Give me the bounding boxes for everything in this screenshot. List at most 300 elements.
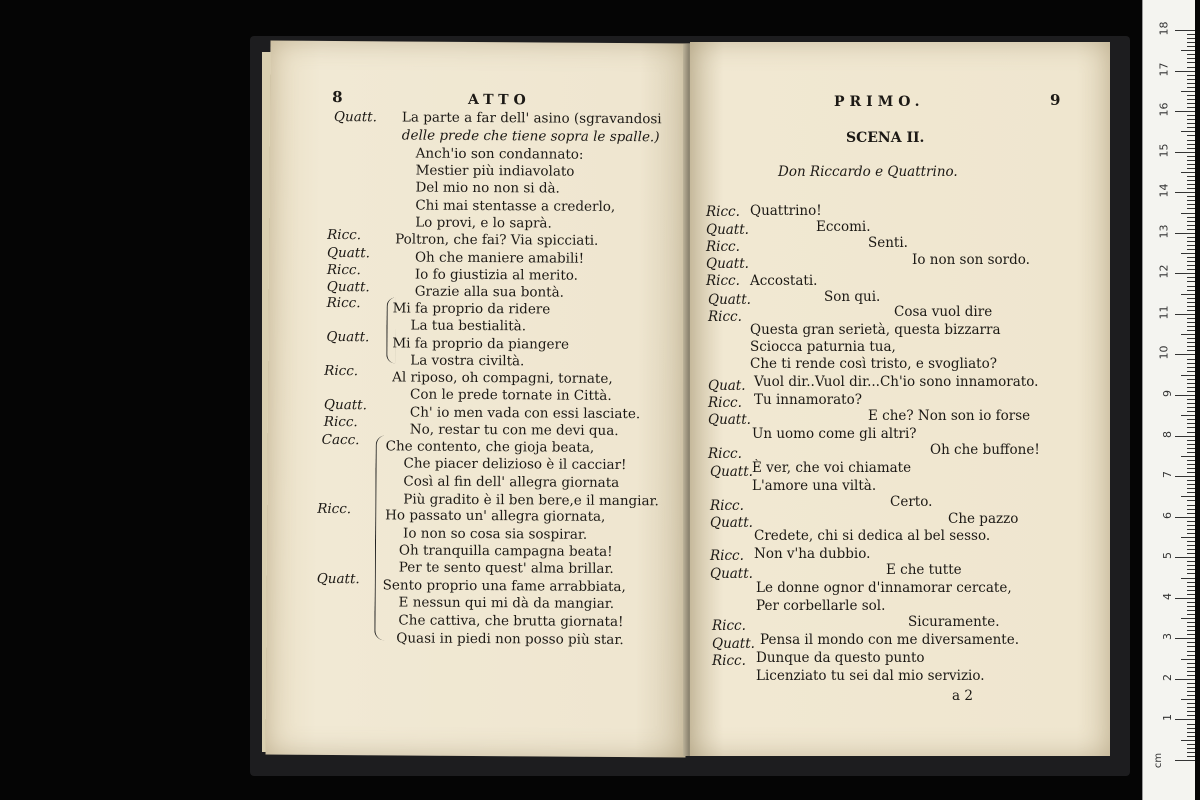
ruler-tick	[1187, 695, 1195, 696]
ruler-tick	[1187, 509, 1195, 510]
verse-line: Questa gran serietà, questa bizzarra	[750, 322, 1001, 338]
ruler-tick	[1187, 752, 1195, 753]
ruler-tick	[1187, 655, 1195, 656]
ruler-tick	[1187, 383, 1195, 384]
speaker: Ricc.	[326, 261, 361, 279]
ruler-tick	[1187, 387, 1195, 388]
ruler-number: 9	[1161, 390, 1174, 397]
ruler-number: 11	[1157, 305, 1171, 320]
ruler-tick	[1187, 217, 1195, 218]
verse-line: Poltron, che fai? Via spicciati.	[395, 231, 599, 249]
page-number: 9	[1050, 91, 1061, 109]
ruler-tick	[1187, 646, 1195, 647]
speaker: Ricc.	[326, 294, 361, 312]
ruler-tick	[1187, 651, 1195, 652]
ruler-number: 16	[1157, 102, 1171, 117]
ruler-tick	[1187, 62, 1195, 63]
verse-line: Io non son sordo.	[912, 252, 1030, 268]
verse-line: Sento proprio una fame arrabbiata,	[382, 577, 626, 596]
verse-line: Mestier più indiavolato	[415, 162, 575, 180]
ruler-tick	[1181, 740, 1195, 741]
ruler-tick	[1175, 273, 1195, 274]
ruler-number: 14	[1157, 183, 1171, 198]
ruler-tick	[1187, 667, 1195, 668]
ruler-tick	[1181, 253, 1195, 254]
ruler-tick	[1187, 322, 1195, 323]
speaker: Quatt.	[706, 222, 749, 238]
speaker: Ricc.	[710, 498, 744, 514]
scene-characters: Don Riccardo e Quattrino.	[778, 164, 958, 180]
verse-line: Io fo giustizia al merito.	[414, 266, 579, 284]
verse-line: Licenziato tu sei dal mio servizio.	[756, 668, 985, 684]
ruler-tick	[1187, 500, 1195, 501]
speaker: Ricc.	[712, 653, 746, 669]
ruler-tick	[1187, 756, 1195, 757]
ruler-tick	[1187, 330, 1195, 331]
ruler-tick	[1187, 533, 1195, 534]
ruler-tick	[1187, 245, 1195, 246]
ruler-tick	[1187, 225, 1195, 226]
ruler-tick	[1181, 456, 1195, 457]
ruler-number: 6	[1161, 511, 1174, 519]
verse-line: Vuol dir..Vuol dir...Ch'io sono innamorato.	[754, 374, 1039, 390]
ruler-number: 13	[1157, 224, 1171, 239]
ruler-tick	[1187, 403, 1195, 404]
speaker: Ricc.	[710, 548, 744, 564]
ruler-tick	[1187, 606, 1195, 607]
ruler-tick	[1187, 561, 1195, 562]
verse-line: Son qui.	[824, 289, 881, 305]
ruler-number: 2	[1161, 673, 1174, 681]
ruler-tick	[1187, 221, 1195, 222]
brace	[374, 435, 386, 640]
speaker: Quatt.	[710, 566, 753, 582]
speaker: Ricc.	[327, 226, 362, 244]
ruler-tick	[1187, 135, 1195, 136]
ruler-tick	[1187, 484, 1195, 485]
page-number: 8	[332, 87, 343, 107]
ruler-tick	[1187, 306, 1195, 307]
verse-line: Che cattiva, che brutta giornata!	[398, 612, 624, 631]
ruler-tick	[1181, 659, 1195, 660]
ruler-tick	[1187, 464, 1195, 465]
ruler-tick	[1187, 728, 1195, 729]
ruler-number: 1	[1161, 714, 1174, 722]
ruler-tick	[1187, 586, 1195, 587]
verse-line: Cosa vuol dire	[894, 304, 993, 320]
ruler-tick	[1181, 618, 1195, 619]
speaker: Quatt.	[710, 515, 753, 531]
ruler-tick	[1187, 140, 1195, 141]
verse-line: Eccomi.	[816, 219, 871, 235]
ruler-tick	[1187, 610, 1195, 611]
ruler-tick	[1187, 634, 1195, 635]
ruler-tick	[1187, 350, 1195, 351]
ruler-tick	[1187, 359, 1195, 360]
ruler-tick	[1187, 188, 1195, 189]
verse-line: Certo.	[890, 494, 933, 510]
ruler-tick	[1187, 249, 1195, 250]
verse-line: Che ti rende così tristo, e svogliato?	[750, 356, 997, 372]
verse-line: È ver, che voi chiamate	[752, 460, 912, 476]
ruler-tick	[1181, 537, 1195, 538]
ruler-tick	[1187, 630, 1195, 631]
ruler-tick	[1175, 517, 1195, 518]
ruler-tick	[1175, 30, 1195, 31]
ruler-tick	[1187, 525, 1195, 526]
ruler-tick	[1187, 184, 1195, 185]
verse-line: Mi fa proprio da piangere	[392, 335, 570, 353]
ruler-tick	[1187, 379, 1195, 380]
ruler-tick	[1187, 346, 1195, 347]
verse-line: Mi fa proprio da ridere	[392, 300, 551, 318]
ruler-tick	[1187, 342, 1195, 343]
ruler-unit: cm	[1153, 752, 1165, 769]
ruler-tick	[1187, 440, 1195, 441]
verse-line: E nessun qui mi dà da mangiar.	[398, 594, 615, 612]
verse-line: Ho passato un' allegra giornata,	[385, 507, 606, 525]
ruler-tick	[1187, 691, 1195, 692]
verse-line: Accostati.	[750, 273, 818, 289]
ruler-tick	[1175, 395, 1195, 396]
verse-line: Oh che buffone!	[930, 442, 1040, 458]
ruler-tick	[1175, 192, 1195, 193]
speaker: Ricc.	[712, 618, 746, 634]
ruler-number: 4	[1161, 592, 1174, 600]
ruler-tick	[1187, 492, 1195, 493]
ruler-tick	[1187, 715, 1195, 716]
ruler-tick	[1187, 164, 1195, 165]
speaker: Quatt.	[708, 292, 751, 308]
ruler-tick	[1187, 281, 1195, 282]
speaker: Ricc.	[317, 500, 352, 518]
ruler-tick	[1187, 448, 1195, 449]
ruler-tick	[1181, 375, 1195, 376]
ruler-tick	[1181, 213, 1195, 214]
verse-line: Così al fin dell' allegra giornata	[403, 473, 620, 491]
ruler-tick	[1175, 111, 1195, 112]
verse-line: Credete, chi si dedica al bel sesso.	[754, 528, 991, 544]
ruler-tick	[1181, 131, 1195, 132]
verse-line: Grazie alla sua bontà.	[414, 283, 565, 301]
ruler-tick	[1175, 638, 1195, 639]
verse-line: E che? Non son io forse	[868, 408, 1031, 424]
ruler-tick	[1187, 480, 1195, 481]
verse-line: La parte a far dell' asino (sgravandosi	[401, 109, 662, 128]
verse-line: Per te sento quest' alma brillar.	[398, 559, 614, 577]
ruler-tick	[1187, 411, 1195, 412]
ruler-tick	[1175, 314, 1195, 315]
ruler-tick	[1187, 318, 1195, 319]
ruler-tick	[1187, 683, 1195, 684]
ruler-tick	[1181, 334, 1195, 335]
verse-line: Oh che maniere amabili!	[414, 249, 585, 267]
ruler-tick	[1187, 160, 1195, 161]
ruler-tick	[1187, 724, 1195, 725]
ruler-tick	[1187, 261, 1195, 262]
ruler-tick	[1175, 233, 1195, 234]
ruler-tick	[1181, 496, 1195, 497]
ruler-tick	[1187, 472, 1195, 473]
scene-title: SCENA II.	[846, 130, 925, 146]
ruler-tick	[1187, 119, 1195, 120]
ruler-tick	[1181, 415, 1195, 416]
ruler-number: 3	[1161, 633, 1174, 641]
verse-line: Senti.	[868, 235, 908, 251]
speaker: Ricc.	[706, 273, 740, 289]
ruler-tick	[1187, 99, 1195, 100]
verse-line: Sicuramente.	[908, 614, 1000, 630]
ruler-tick	[1187, 42, 1195, 43]
ruler-tick	[1187, 286, 1195, 287]
ruler-tick	[1187, 468, 1195, 469]
ruler-tick	[1187, 310, 1195, 311]
ruler-tick	[1187, 703, 1195, 704]
verse-line: Le donne ognor d'innamorar cercate,	[756, 580, 1012, 596]
speaker: Quatt.	[326, 244, 371, 262]
ruler-tick	[1187, 419, 1195, 420]
ruler-tick	[1187, 711, 1195, 712]
verse-line: L'amore una viltà.	[752, 478, 877, 494]
speaker: Quatt.	[706, 256, 749, 272]
ruler-tick	[1187, 549, 1195, 550]
ruler-tick	[1187, 707, 1195, 708]
ruler-tick	[1187, 115, 1195, 116]
verse-line: Non v'ha dubbio.	[754, 546, 871, 562]
verse-line: Quattrino!	[750, 203, 822, 219]
ruler-tick	[1187, 298, 1195, 299]
ruler-tick	[1181, 578, 1195, 579]
speaker: Quatt.	[710, 464, 753, 480]
ruler-tick	[1187, 144, 1195, 145]
verse-line: Più gradito è il ben bere,e il mangiar.	[403, 491, 659, 510]
ruler-tick	[1187, 521, 1195, 522]
verse-line: Che piacer delizioso è il cacciar!	[403, 455, 627, 474]
ruler-tick	[1187, 391, 1195, 392]
ruler-tick	[1187, 460, 1195, 461]
ruler-tick	[1187, 229, 1195, 230]
ruler-tick	[1187, 614, 1195, 615]
ruler-tick	[1187, 38, 1195, 39]
measuring-ruler	[1142, 0, 1195, 800]
ruler-tick	[1187, 107, 1195, 108]
ruler-tick	[1187, 208, 1195, 209]
verse-line: E che tutte	[886, 562, 962, 578]
ruler-tick	[1187, 204, 1195, 205]
ruler-tick	[1187, 168, 1195, 169]
left-page	[266, 41, 691, 758]
ruler-tick	[1187, 573, 1195, 574]
ruler-tick	[1175, 557, 1195, 558]
ruler-tick	[1181, 50, 1195, 51]
ruler-tick	[1187, 156, 1195, 157]
ruler-tick	[1187, 338, 1195, 339]
verse-line: Lo provi, e lo saprà.	[415, 214, 552, 232]
verse-line: delle prede che tiene sopra le spalle.)	[401, 127, 660, 146]
ruler-tick	[1187, 95, 1195, 96]
right-page	[690, 42, 1110, 756]
ruler-tick	[1187, 622, 1195, 623]
speaker: Ricc.	[323, 413, 358, 431]
ruler-tick	[1187, 671, 1195, 672]
ruler-tick	[1187, 602, 1195, 603]
verse-line: La vostra civiltà.	[410, 352, 525, 370]
ruler-tick	[1187, 675, 1195, 676]
ruler-tick	[1187, 744, 1195, 745]
ruler-tick	[1187, 196, 1195, 197]
ruler-tick	[1187, 241, 1195, 242]
speaker: Quatt.	[333, 108, 377, 126]
ruler-tick	[1187, 687, 1195, 688]
ruler-tick	[1187, 34, 1195, 35]
ruler-tick	[1187, 513, 1195, 514]
verse-line: La tua bestialità.	[410, 317, 527, 335]
ruler-tick	[1187, 58, 1195, 59]
verse-line: No, restar tu con me devi qua.	[409, 421, 619, 439]
ruler-tick	[1187, 290, 1195, 291]
verse-line: Che pazzo	[948, 511, 1019, 527]
ruler-tick	[1187, 67, 1195, 68]
ruler-tick	[1187, 257, 1195, 258]
ruler-tick	[1187, 444, 1195, 445]
ruler-tick	[1187, 367, 1195, 368]
ruler-tick	[1175, 152, 1195, 153]
speaker: Ricc.	[708, 309, 742, 325]
signature-mark: a 2	[952, 688, 973, 704]
speaker: Quat.	[708, 378, 746, 394]
ruler-tick	[1187, 302, 1195, 303]
ruler-tick	[1187, 87, 1195, 88]
running-header: ATTO	[468, 91, 531, 109]
verse-line: Tu innamorato?	[754, 392, 862, 408]
verse-line: Chi mai stentasse a crederlo,	[415, 197, 616, 215]
ruler-tick	[1187, 237, 1195, 238]
speaker: Quatt.	[708, 412, 751, 428]
ruler-tick	[1187, 488, 1195, 489]
ruler-tick	[1187, 363, 1195, 364]
speaker: Quatt.	[712, 636, 755, 652]
ruler-tick	[1187, 541, 1195, 542]
ruler-tick	[1175, 354, 1195, 355]
ruler-tick	[1187, 663, 1195, 664]
ruler-tick	[1187, 103, 1195, 104]
ruler-tick	[1187, 79, 1195, 80]
ruler-tick	[1187, 553, 1195, 554]
ruler-tick	[1187, 590, 1195, 591]
ruler-tick	[1181, 294, 1195, 295]
ruler-number: 5	[1161, 552, 1174, 560]
ruler-tick	[1175, 679, 1195, 680]
ruler-tick	[1181, 172, 1195, 173]
ruler-tick	[1187, 452, 1195, 453]
ruler-tick	[1187, 180, 1195, 181]
ruler-number: 17	[1157, 62, 1171, 77]
ruler-number: 7	[1161, 471, 1174, 479]
ruler-tick	[1175, 719, 1195, 720]
speaker: Quatt.	[323, 396, 367, 414]
ruler-tick	[1187, 529, 1195, 530]
verse-line: Anch'io son condannato:	[415, 145, 584, 163]
ruler-tick	[1187, 642, 1195, 643]
ruler-tick	[1187, 371, 1195, 372]
verse-line: Al riposo, oh compagni, tornate,	[392, 369, 613, 387]
ruler-tick	[1187, 736, 1195, 737]
ruler-tick	[1175, 476, 1195, 477]
ruler-tick	[1187, 594, 1195, 595]
speaker: Ricc.	[708, 446, 742, 462]
ruler-tick	[1187, 83, 1195, 84]
ruler-tick	[1187, 265, 1195, 266]
ruler-tick	[1187, 54, 1195, 55]
ruler-tick	[1187, 432, 1195, 433]
verse-line: Sciocca paturnia tua,	[750, 339, 896, 355]
verse-line: Del mio no non si dà.	[415, 179, 560, 197]
speaker: Quatt.	[326, 278, 370, 296]
ruler-tick	[1187, 569, 1195, 570]
ruler-number: 12	[1157, 264, 1171, 279]
speaker: Ricc.	[706, 239, 740, 255]
speaker: Cacc.	[321, 431, 360, 449]
ruler-tick	[1187, 123, 1195, 124]
ruler-tick	[1187, 200, 1195, 201]
speaker: Quatt.	[326, 328, 370, 346]
ruler-tick	[1187, 565, 1195, 566]
ruler-tick	[1187, 127, 1195, 128]
ruler-number: 18	[1157, 21, 1171, 36]
ruler-tick	[1187, 427, 1195, 428]
ruler-tick	[1175, 436, 1195, 437]
ruler-tick	[1187, 176, 1195, 177]
verse-line: Io non so cosa sia sospirar.	[403, 525, 588, 543]
speaker: Ricc.	[324, 362, 359, 380]
verse-line: Pensa il mondo con me diversamente.	[760, 632, 1019, 648]
speaker: Quatt.	[316, 570, 360, 588]
ruler-tick	[1175, 71, 1195, 72]
running-header: PRIMO.	[834, 94, 925, 110]
ruler-tick	[1187, 748, 1195, 749]
ruler-number: 10	[1157, 345, 1171, 360]
speaker: Ricc.	[706, 204, 740, 220]
ruler-tick	[1187, 582, 1195, 583]
ruler-tick	[1187, 326, 1195, 327]
verse-line: Con le prede tornate in Città.	[409, 386, 612, 404]
ruler-tick	[1181, 699, 1195, 700]
ruler-number: 8	[1161, 430, 1174, 438]
ruler-tick	[1187, 75, 1195, 76]
ruler-tick	[1187, 626, 1195, 627]
ruler-number: 15	[1157, 143, 1171, 158]
ruler-tick	[1187, 269, 1195, 270]
ruler-tick	[1175, 598, 1195, 599]
ruler-tick	[1187, 423, 1195, 424]
ruler-tick	[1187, 277, 1195, 278]
ruler-tick	[1187, 545, 1195, 546]
ruler-tick	[1187, 46, 1195, 47]
verse-line: Per corbellarle sol.	[756, 598, 886, 614]
verse-line: Un uomo come gli altri?	[752, 426, 917, 442]
verse-line: Dunque da questo punto	[756, 650, 925, 666]
verse-line: Oh tranquilla campagna beata!	[398, 542, 613, 560]
ruler-tick	[1187, 148, 1195, 149]
ruler-tick	[1187, 407, 1195, 408]
verse-line: Che contento, che gioja beata,	[385, 438, 595, 456]
verse-line: Quasi in piedi non posso più star.	[396, 630, 624, 649]
ruler-tick	[1175, 760, 1195, 761]
ruler-tick	[1187, 505, 1195, 506]
speaker: Ricc.	[708, 395, 742, 411]
ruler-tick	[1181, 91, 1195, 92]
verse-line: Ch' io men vada con essi lasciate.	[409, 404, 641, 423]
